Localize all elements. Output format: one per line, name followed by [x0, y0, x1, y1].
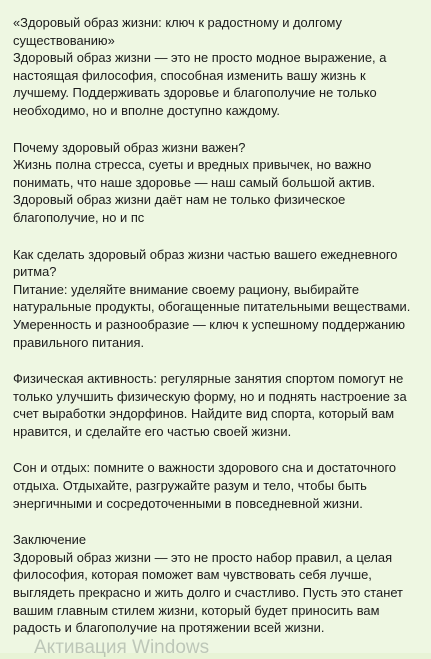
message-paragraph-why-important: Почему здоровый образ жизни важен? Жизнь полна стресса, суеты и вредных привычек, но важно понимать, что наше здоровье — наш самый большой актив. Здоровый образ жизни даёт нам не только физическое благополучие, но и пс — [13, 139, 376, 225]
message-paragraph-physical-activity: Физическая активность: регулярные занятия спортом помогут не только улучшить физическую форму, но и поднять настроение за счет выработки эндорфинов. Найдите вид спорта, который вам нравится, и сделайте его частью своей жизни. — [13, 371, 407, 439]
message-paragraph-conclusion: Заключение Здоровый образ жизни — это не просто набор правил, а целая философия, которая поможет вам чувствовать себя лучше, выглядеть прекрасно и жить долго и счастливо. Пусть это станет вашим главным стилем жизни, который будет приносить вам радость и благополучие на протяжении всей жизни. — [13, 532, 403, 636]
message-paragraph-how-to: Как сделать здоровый образ жизни частью вашего ежедневного ритма? Питание: уделяйте внимание своему рациону, выбирайте натуральные продукты, обогащенные питательными веществами. Умеренность и разнообразие — ключ к успешному поддержанию правильного питания. — [13, 246, 411, 350]
windows-activation-watermark: Активация Windows — [34, 637, 210, 658]
message-paragraph-sleep-rest: Сон и отдых: помните о важности здорового сна и достаточного отдыха. Отдыхайте, разгружайте разум и тело, чтобы быть энергичными и сосредоточенными в повседневной жизни. — [13, 460, 397, 511]
message-paragraph-intro: «Здоровый образ жизни: ключ к радостному и долгому существованию» Здоровый образ жизни — это не просто модное выражение, а настоящая философия, способная изменить вашу жизнь к лучшему. Поддерживать здоровье и благополучие не только необходимо, но и вполне доступно каждому. — [13, 15, 387, 118]
